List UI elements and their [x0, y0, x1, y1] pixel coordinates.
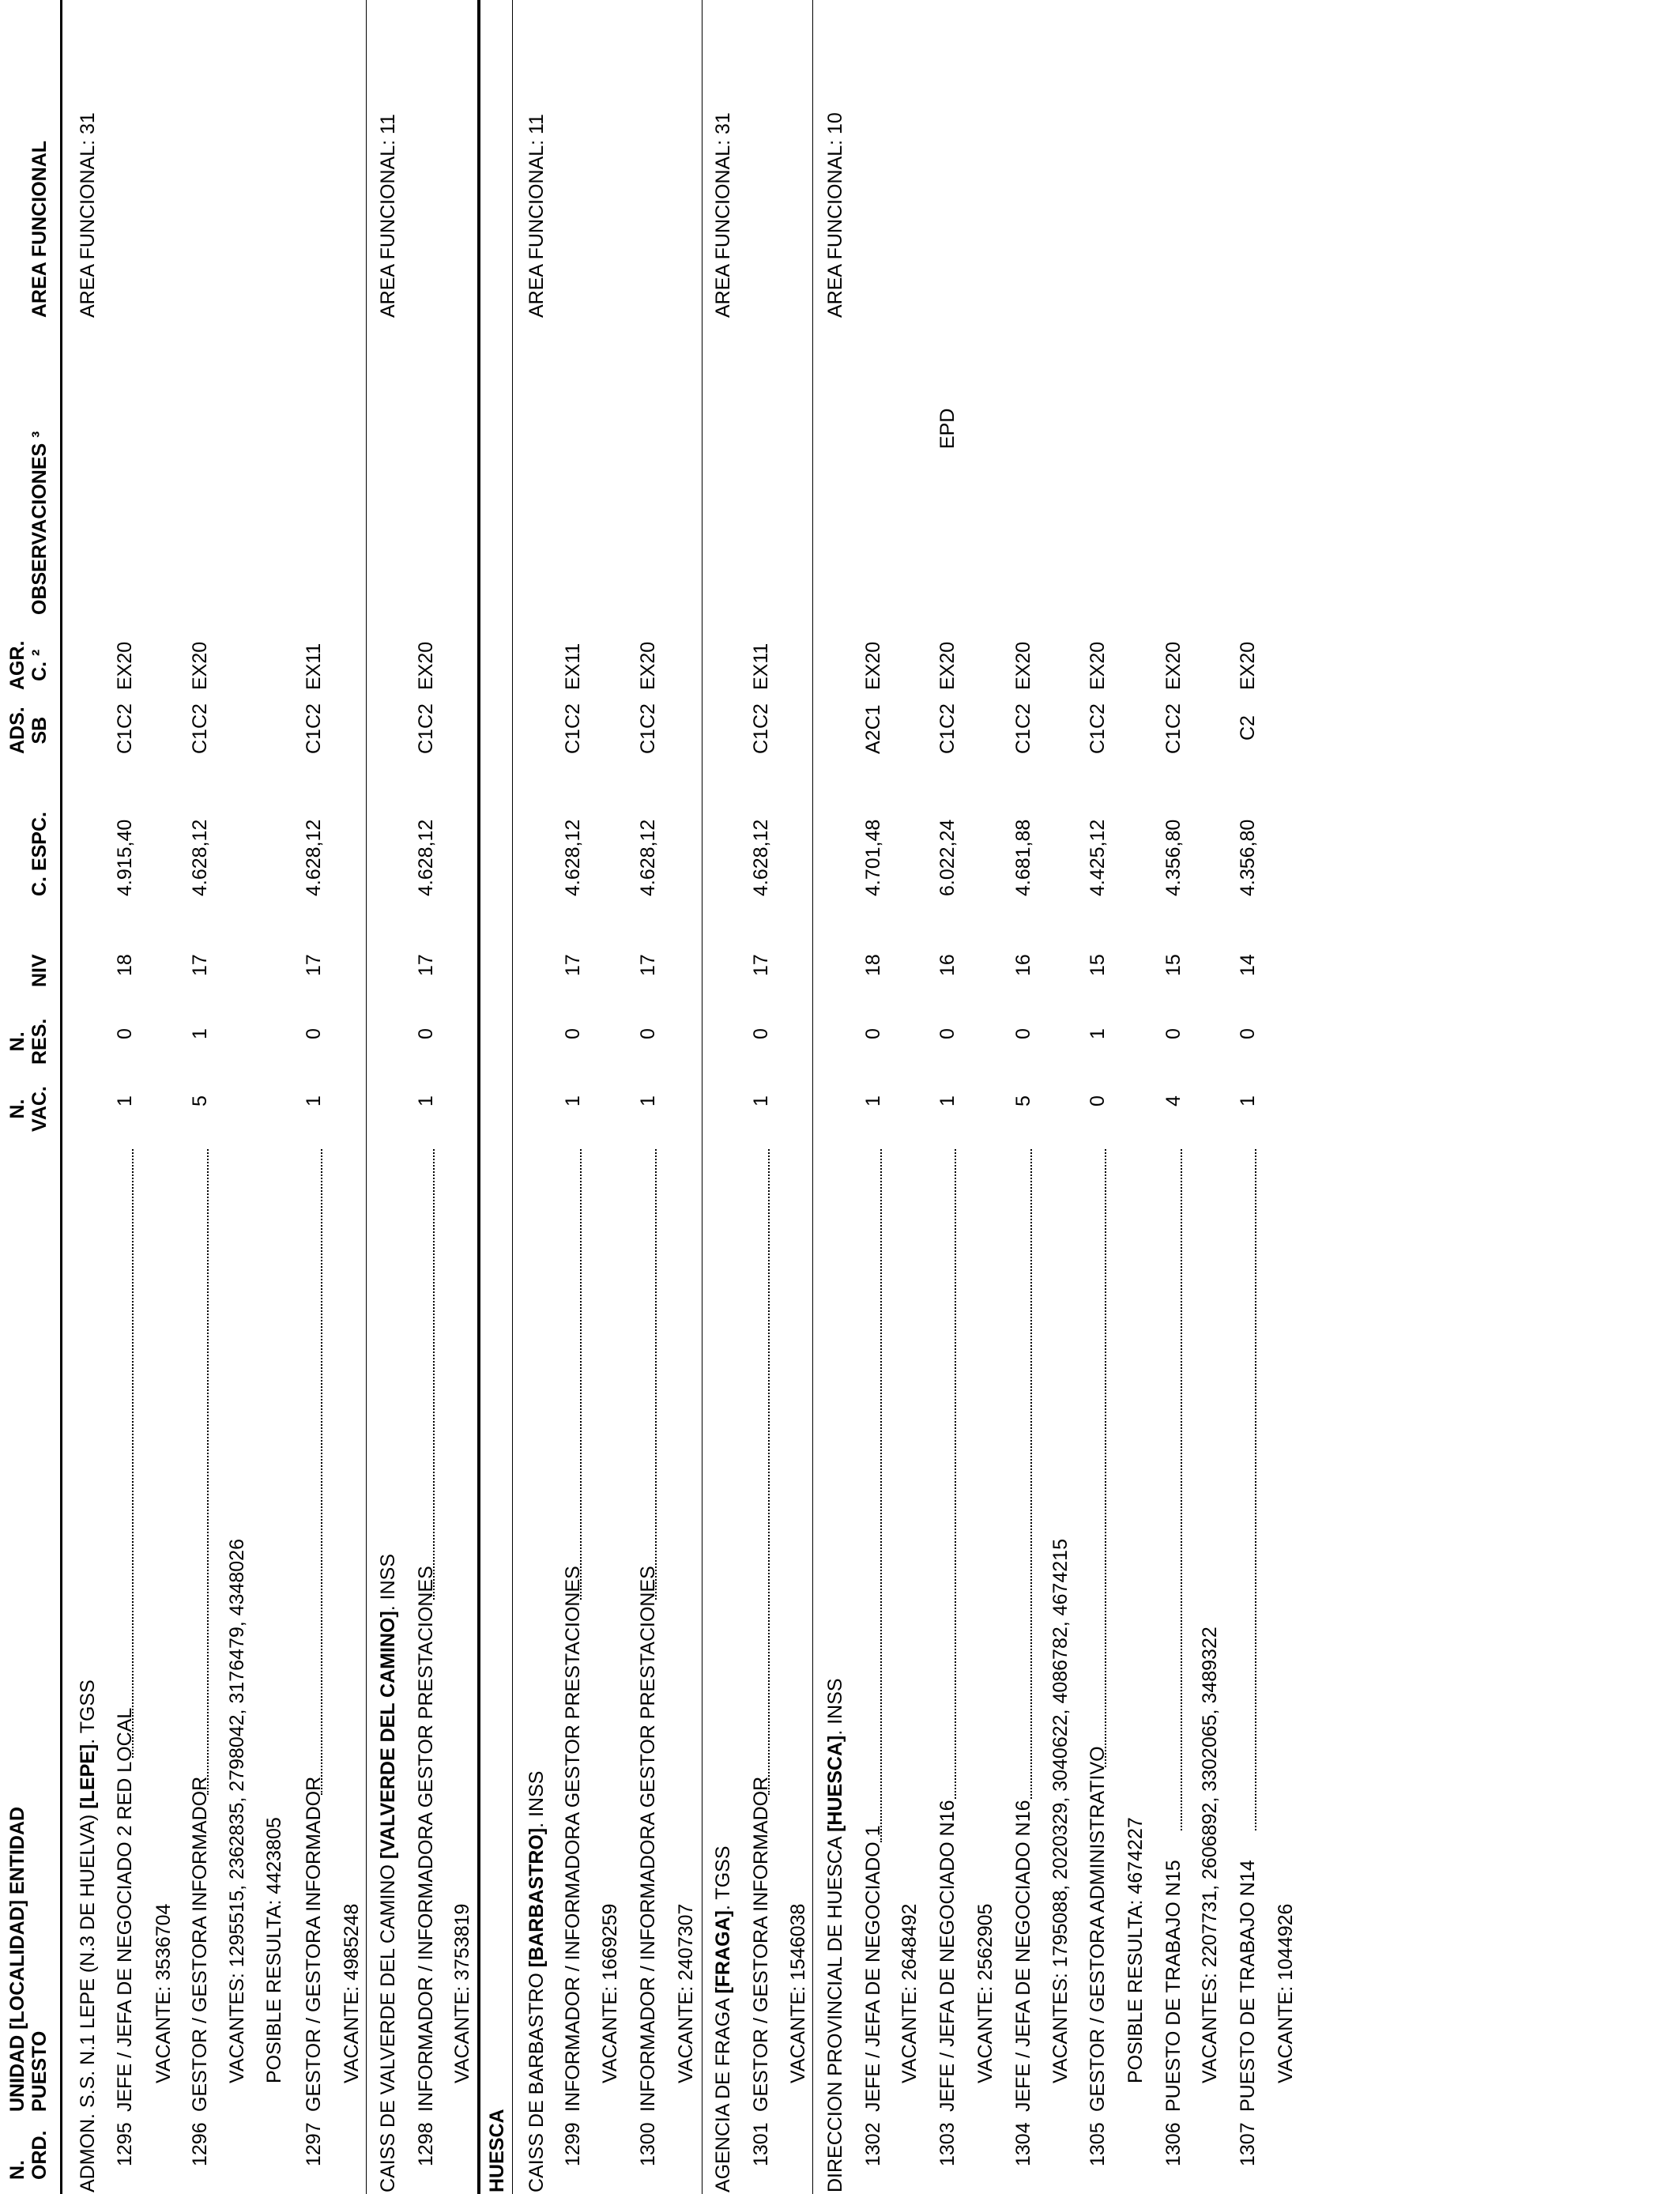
- note-1302: VACANTE: 2648492: [898, 1903, 921, 2083]
- niv-1302: 18: [862, 954, 884, 976]
- ads-1307: C2: [1237, 715, 1259, 741]
- note-1296-vacantes: VACANTES: 1295515, 2362835, 2798042, 3176479, 4348026: [226, 1539, 248, 2083]
- unit-valverde: CAISS DE VALVERDE DEL CAMINO [VALVERDE DEL CAMINO]. INSS: [377, 1553, 399, 2192]
- ord-1304: 1304: [1012, 2122, 1034, 2166]
- agr-1296: EX20: [189, 641, 211, 690]
- espc-1304: 4.681,88: [1012, 819, 1034, 896]
- vac-1303: 1: [936, 1095, 959, 1106]
- note-1297: VACANTE: 4985248: [341, 1903, 363, 2083]
- puesto-1301: GESTOR / GESTORA INFORMADOR: [750, 1776, 772, 2112]
- ads-1296: C1C2: [189, 703, 211, 754]
- header-agr: AGR. C. ²: [6, 640, 51, 690]
- note-1296-resulta: POSIBLE RESULTA: 4423805: [263, 1817, 285, 2083]
- note-1299: VACANTE: 1669259: [599, 1903, 621, 2083]
- agr-1299: EX11: [562, 643, 584, 690]
- area-huesca: AREA FUNCIONAL: 10: [824, 112, 846, 318]
- ord-1296: 1296: [189, 2122, 211, 2166]
- vac-1307: 1: [1237, 1095, 1259, 1106]
- ord-1306: 1306: [1162, 2122, 1185, 2166]
- ord-1301: 1301: [750, 2122, 772, 2166]
- vac-1306: 4: [1162, 1095, 1185, 1106]
- unit-lepe: ADMON. S.S. N.1 LEPE (N.3 DE HUELVA) [LEPE]. TGSS: [77, 1679, 99, 2192]
- unit-fraga: AGENCIA DE FRAGA [FRAGA]. TGSS: [712, 1845, 734, 2192]
- note-1295: VACANTE: 3536704: [153, 1903, 175, 2083]
- espc-1301: 4.628,12: [750, 819, 772, 896]
- leader-dots: [132, 1149, 134, 1758]
- res-1299: 0: [562, 1028, 584, 1039]
- ord-1300: 1300: [637, 2122, 659, 2166]
- ads-1299: C1C2: [562, 703, 584, 754]
- header-niv: NIV: [28, 954, 51, 987]
- leader-dots: [768, 1149, 770, 1795]
- niv-1303: 16: [936, 954, 959, 976]
- niv-1305: 15: [1087, 954, 1109, 976]
- niv-1299: 17: [562, 954, 584, 976]
- agr-1295: EX20: [114, 641, 136, 690]
- ord-1307: 1307: [1237, 2122, 1259, 2166]
- area-lepe: AREA FUNCIONAL: 31: [77, 112, 99, 318]
- puesto-1307: PUESTO DE TRABAJO N14: [1237, 1860, 1259, 2112]
- vac-1299: 1: [562, 1095, 584, 1106]
- puesto-1304: JEFE / JEFA DE NEGOCIADO N16: [1012, 1800, 1034, 2112]
- ads-1305: C1C2: [1087, 703, 1109, 754]
- leader-dots: [1105, 1149, 1106, 1767]
- leader-dots: [1255, 1149, 1256, 1830]
- res-1305: 1: [1087, 1028, 1109, 1039]
- area-barbastro: AREA FUNCIONAL: 11: [525, 114, 548, 318]
- unit-divider: [512, 0, 513, 2194]
- puesto-1296: GESTOR / GESTORA INFORMADOR: [189, 1776, 211, 2112]
- agr-1297: EX11: [303, 643, 325, 690]
- vac-1300: 1: [637, 1095, 659, 1106]
- province-huesca: HUESCA: [486, 2109, 508, 2192]
- area-fraga: AREA FUNCIONAL: 31: [712, 112, 734, 318]
- header-obs: OBSERVACIONES ³: [28, 431, 51, 615]
- niv-1296: 17: [189, 954, 211, 976]
- agr-1303: EX20: [936, 641, 959, 690]
- espc-1299: 4.628,12: [562, 819, 584, 896]
- res-1302: 0: [862, 1028, 884, 1039]
- res-1301: 0: [750, 1028, 772, 1039]
- leader-dots: [880, 1149, 882, 1842]
- espc-1297: 4.628,12: [303, 819, 325, 896]
- ord-1297: 1297: [303, 2122, 325, 2166]
- niv-1306: 15: [1162, 954, 1185, 976]
- espc-1295: 4.915,40: [114, 819, 136, 896]
- puesto-1295: JEFE / JEFA DE NEGOCIADO 2 RED LOCAL: [114, 1707, 136, 2112]
- agr-1306: EX20: [1162, 641, 1185, 690]
- ads-1302: A2C1: [862, 704, 884, 754]
- res-1304: 0: [1012, 1028, 1034, 1039]
- unit-divider: [812, 0, 813, 2194]
- agr-1307: EX20: [1237, 641, 1259, 690]
- puesto-1297: GESTOR / GESTORA INFORMADOR: [303, 1776, 325, 2112]
- espc-1307: 4.356,80: [1237, 819, 1259, 896]
- ads-1303: C1C2: [936, 703, 959, 754]
- note-1306: VACANTES: 2207731, 2606892, 3302065, 3489322: [1199, 1627, 1221, 2083]
- puesto-1306: PUESTO DE TRABAJO N15: [1162, 1860, 1185, 2112]
- niv-1300: 17: [637, 954, 659, 976]
- espc-1302: 4.701,48: [862, 819, 884, 896]
- res-1298: 0: [415, 1028, 437, 1039]
- espc-1300: 4.628,12: [637, 819, 659, 896]
- note-1305: POSIBLE RESULTA: 4674227: [1124, 1817, 1147, 2083]
- leader-dots: [1181, 1149, 1182, 1830]
- header-ads: ADS. SB: [6, 707, 51, 754]
- puesto-1298: INFORMADOR / INFORMADORA GESTOR PRESTACIONES: [415, 1566, 437, 2112]
- agr-1298: EX20: [415, 641, 437, 690]
- header-puesto: UNIDAD [LOCALIDAD] ENTIDAD PUESTO: [6, 1806, 51, 2112]
- puesto-1305: GESTOR / GESTORA ADMINISTRATIVO: [1087, 1746, 1109, 2112]
- niv-1301: 17: [750, 954, 772, 976]
- header-ord: N. ORD.: [6, 2130, 51, 2180]
- vac-1295: 1: [114, 1095, 136, 1106]
- espc-1296: 4.628,12: [189, 819, 211, 896]
- ads-1306: C1C2: [1162, 703, 1185, 754]
- obs-1303: EPD: [936, 408, 959, 449]
- niv-1295: 18: [114, 954, 136, 976]
- header-area: AREA FUNCIONAL: [28, 140, 51, 318]
- vac-1297: 1: [303, 1095, 325, 1106]
- leader-dots: [321, 1149, 322, 1795]
- province-rule: [477, 0, 480, 2194]
- note-1307: VACANTE: 1044926: [1275, 1903, 1297, 2083]
- note-1300: VACANTE: 2407307: [675, 1903, 697, 2083]
- agr-1304: EX20: [1012, 641, 1034, 690]
- ord-1302: 1302: [862, 2122, 884, 2166]
- res-1297: 0: [303, 1028, 325, 1039]
- vac-1302: 1: [862, 1095, 884, 1106]
- niv-1307: 14: [1237, 954, 1259, 976]
- ads-1301: C1C2: [750, 703, 772, 754]
- niv-1304: 16: [1012, 954, 1034, 976]
- ord-1299: 1299: [562, 2122, 584, 2166]
- niv-1297: 17: [303, 954, 325, 976]
- ads-1295: C1C2: [114, 703, 136, 754]
- espc-1298: 4.628,12: [415, 819, 437, 896]
- header-espc: C. ESPC.: [28, 812, 51, 896]
- vac-1304: 5: [1012, 1095, 1034, 1106]
- ord-1303: 1303: [936, 2122, 959, 2166]
- leader-dots: [955, 1149, 956, 1799]
- note-1303: VACANTE: 2562905: [974, 1903, 996, 2083]
- res-1306: 0: [1162, 1028, 1185, 1039]
- puesto-1299: INFORMADOR / INFORMADORA GESTOR PRESTACIONES: [562, 1566, 584, 2112]
- header-rule: [60, 0, 62, 2194]
- res-1296: 1: [189, 1028, 211, 1039]
- note-1298: VACANTE: 3753819: [451, 1903, 473, 2083]
- unit-barbastro: CAISS DE BARBASTRO [BARBASTRO]. INSS: [525, 1770, 548, 2192]
- espc-1305: 4.425,12: [1087, 819, 1109, 896]
- ads-1300: C1C2: [637, 703, 659, 754]
- ord-1305: 1305: [1087, 2122, 1109, 2166]
- niv-1298: 17: [415, 954, 437, 976]
- agr-1301: EX11: [750, 643, 772, 690]
- res-1303: 0: [936, 1028, 959, 1039]
- ads-1297: C1C2: [303, 703, 325, 754]
- area-valverde: AREA FUNCIONAL: 11: [377, 114, 399, 318]
- unit-huesca: DIRECCION PROVINCIAL DE HUESCA [HUESCA]. INSS: [824, 1678, 846, 2192]
- header-res: N. RES.: [6, 1018, 51, 1065]
- ads-1298: C1C2: [415, 703, 437, 754]
- ord-1295: 1295: [114, 2122, 136, 2166]
- leader-dots: [1030, 1149, 1032, 1799]
- note-1304: VACANTES: 1795088, 2020329, 3040622, 4086782, 4674215: [1049, 1539, 1072, 2083]
- header-vac: N. VAC.: [6, 1086, 51, 1132]
- res-1307: 0: [1237, 1028, 1259, 1039]
- agr-1300: EX20: [637, 641, 659, 690]
- res-1295: 0: [114, 1028, 136, 1039]
- vac-1296: 5: [189, 1095, 211, 1106]
- res-1300: 0: [637, 1028, 659, 1039]
- agr-1302: EX20: [862, 641, 884, 690]
- puesto-1300: INFORMADOR / INFORMADORA GESTOR PRESTACIONES: [637, 1566, 659, 2112]
- vac-1301: 1: [750, 1095, 772, 1106]
- leader-dots: [655, 1149, 657, 1600]
- leader-dots: [580, 1149, 582, 1600]
- ord-1298: 1298: [415, 2122, 437, 2166]
- espc-1306: 4.356,80: [1162, 819, 1185, 896]
- leader-dots: [433, 1149, 435, 1600]
- puesto-1303: JEFE / JEFA DE NEGOCIADO N16: [936, 1800, 959, 2112]
- agr-1305: EX20: [1087, 641, 1109, 690]
- ads-1304: C1C2: [1012, 703, 1034, 754]
- leader-dots: [207, 1149, 209, 1795]
- puesto-1302: JEFE / JEFA DE NEGOCIADO 1: [862, 1825, 884, 2112]
- vac-1305: 0: [1087, 1095, 1109, 1106]
- note-1301: VACANTE: 1546038: [787, 1903, 809, 2083]
- vac-1298: 1: [415, 1095, 437, 1106]
- espc-1303: 6.022,24: [936, 819, 959, 896]
- unit-divider: [366, 0, 367, 2194]
- unit-divider: [702, 0, 703, 2194]
